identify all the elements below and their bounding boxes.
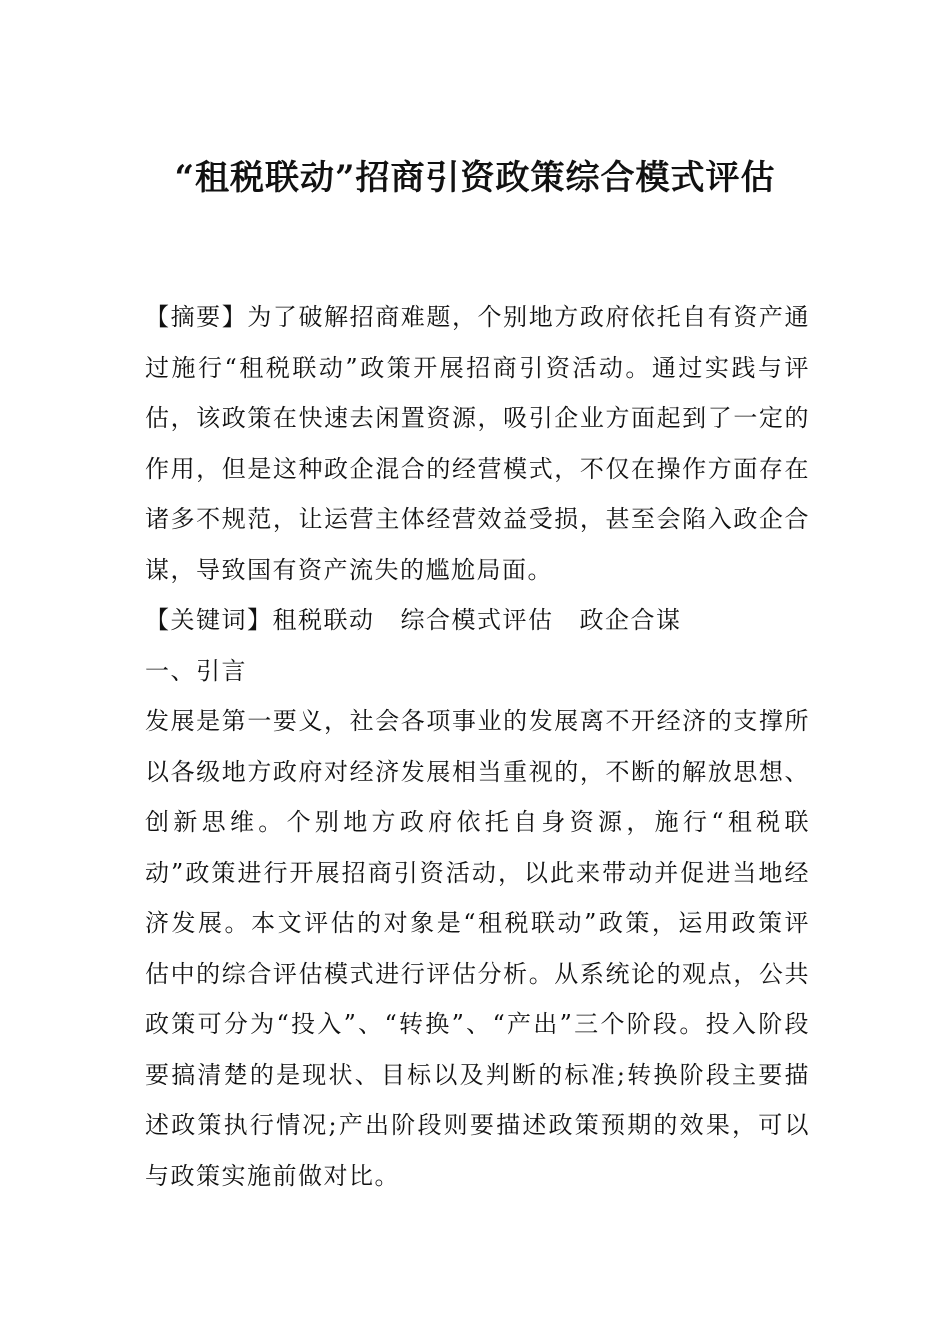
section-heading: 一、引言: [145, 656, 247, 685]
abstract-label: 【摘要】: [145, 303, 248, 331]
keyword: 租税联动: [272, 606, 375, 634]
document-title: “租税联动”招商引资政策综合模式评估: [174, 158, 776, 198]
abstract-text: 为了破解招商难题，个别地方政府依托自有资产通过施行“租税联动”政策开展招商引资活动。通过实践与评估，该政策在快速去闲置资源，吸引企业方面起到了一定的作用，但是这种政企混合的经营模式，不仅在操作方面存在诸多不规范，让运营主体经营效益受损，甚至会陷入政企合谋，导致国有资产流失的尴尬局面。: [145, 303, 811, 584]
keywords-paragraph: [145, 595, 810, 646]
section-paragraph: 发展是第一要义，社会各项事业的发展离不开经济的支撑所以各级地方政府对经济发展相当重视的，不断的解放思想、创新思维。个别地方政府依托自身资源，施行“租税联动”政策进行开展招商引资活动，以此来带动并促进当地经济发展。本文评估的对象是“租税联动”政策，运用政策评估中的综合评估模式进行评估分析。从系统论的观点，公共政策可分为“投入”、“转换”、“产出”三个阶段。投入阶段要搞清楚的是现状、目标以及判断的标准;转换阶段主要描述政策执行情况;产出阶段则要描述政策预期的效果，可以与政策实施前做对比。: [145, 707, 810, 1190]
keyword: 政企合谋: [579, 606, 682, 634]
keywords-label: 【关键词】: [145, 606, 273, 634]
keyword: 综合模式评估: [400, 606, 554, 634]
abstract-paragraph: [145, 292, 810, 595]
document-body: [145, 292, 810, 1201]
